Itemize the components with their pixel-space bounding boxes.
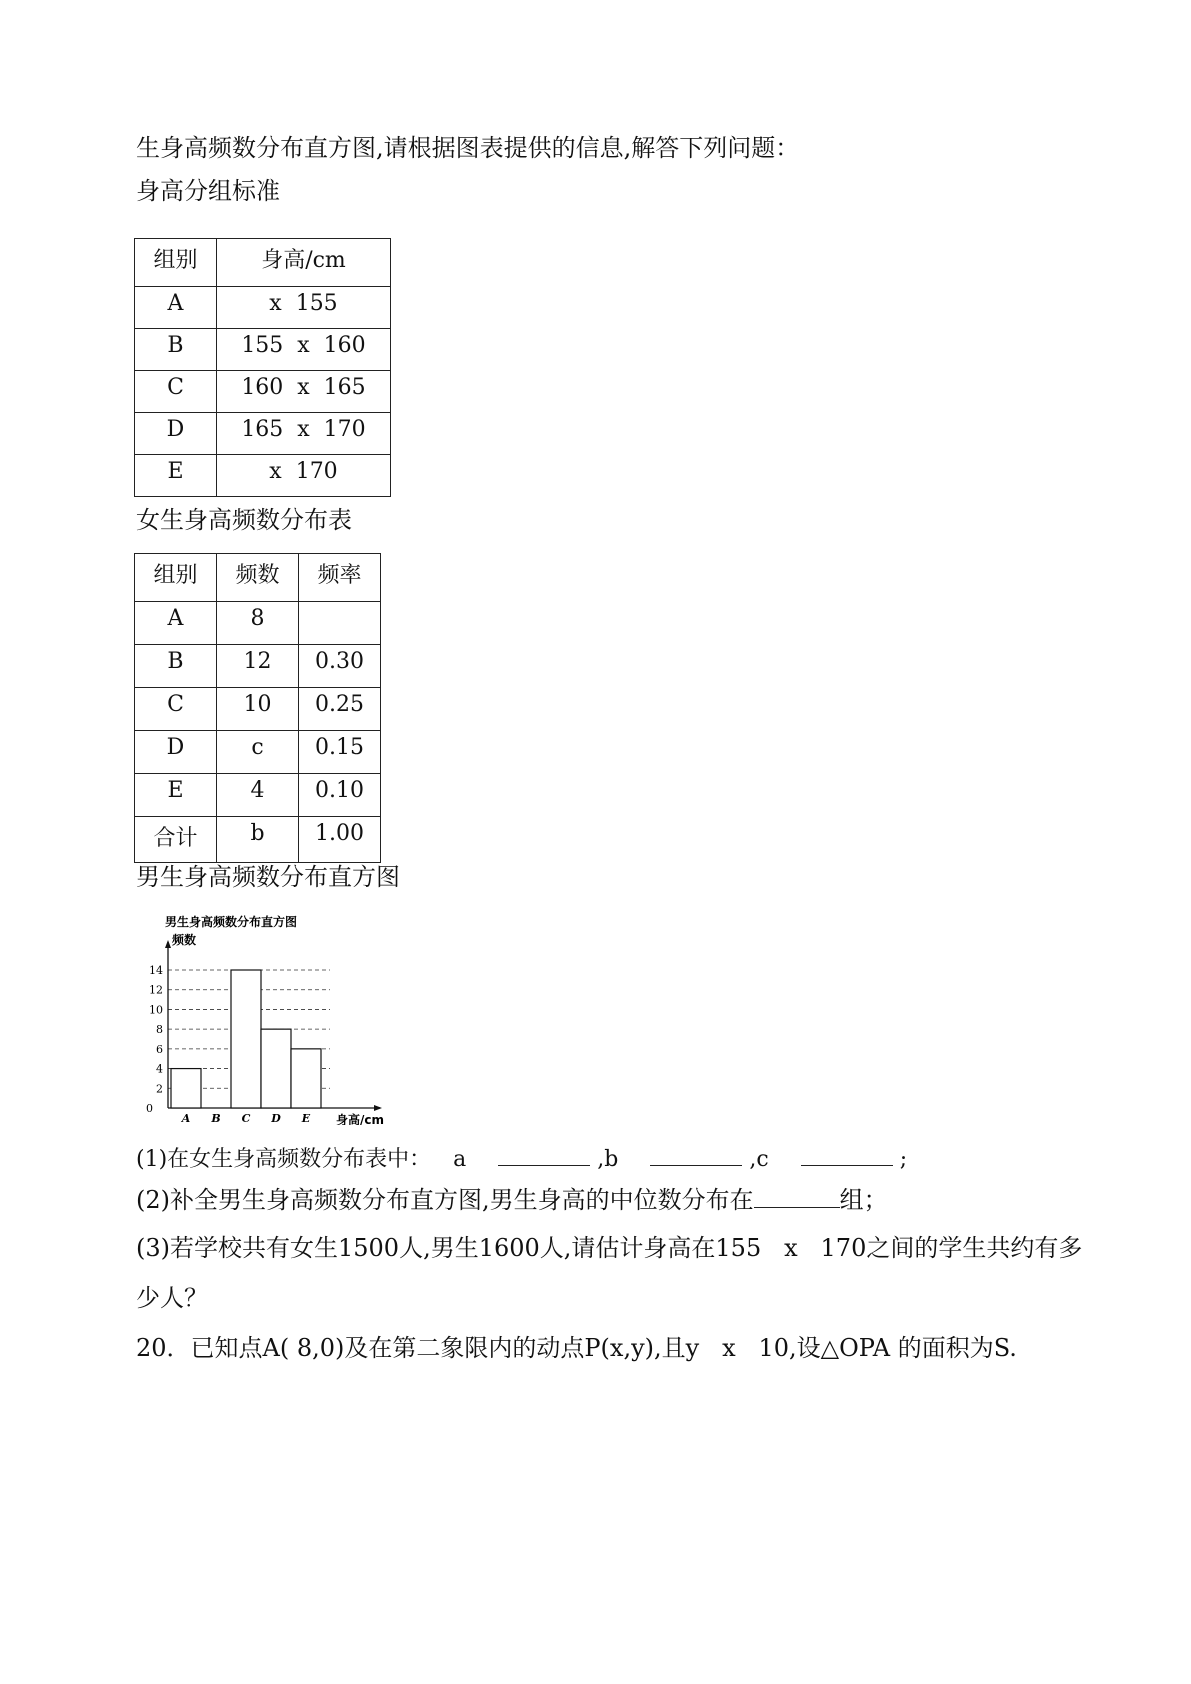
table2-cell: D bbox=[135, 731, 217, 774]
table2-cell: 1.00 bbox=[299, 817, 381, 863]
table1-caption: 身高分组标准 bbox=[136, 177, 280, 205]
boys-height-histogram bbox=[140, 910, 430, 1125]
table2-caption: 女生身高频数分布表 bbox=[136, 506, 352, 534]
table2-cell: A bbox=[135, 602, 217, 645]
x-tick-label: B bbox=[211, 1112, 221, 1125]
q2-end: 组； bbox=[839, 1186, 888, 1214]
table1-cell: C bbox=[135, 371, 217, 413]
height-group-table bbox=[134, 238, 391, 497]
x-axis-arrow bbox=[374, 1105, 382, 1111]
table2-header-rate: 频率 bbox=[299, 554, 381, 602]
bar-c bbox=[231, 970, 261, 1108]
q1-end: ; bbox=[899, 1147, 908, 1172]
table2-cell: c bbox=[217, 731, 299, 774]
q1-b-label: ,b bbox=[597, 1147, 619, 1172]
table2-cell: 合计 bbox=[135, 817, 217, 863]
table1-cell: D bbox=[135, 413, 217, 455]
intro-text: 生身高频数分布直方图,请根据图表提供的信息,解答下列问题： bbox=[136, 134, 800, 162]
table1-header-height: 身高/cm bbox=[217, 239, 391, 287]
y-tick-label: 12 bbox=[149, 983, 163, 997]
table2-cell: b bbox=[217, 817, 299, 863]
table2-cell: 0.30 bbox=[299, 645, 381, 688]
table2-header-count: 频数 bbox=[217, 554, 299, 602]
y-tick-label: 2 bbox=[156, 1082, 163, 1096]
y-tick-label: 4 bbox=[156, 1062, 163, 1076]
question-3-line1: (3)若学校共有女生1500人,男生1600人,请估计身高在155 x 170之间的学生共约有多 bbox=[136, 1234, 1083, 1262]
table2-cell: C bbox=[135, 688, 217, 731]
x-axis-label: 身高/cm bbox=[336, 1113, 385, 1125]
table1-cell: 155 x 160 bbox=[217, 329, 391, 371]
x-tick-label: D bbox=[271, 1112, 281, 1125]
table2-cell: 10 bbox=[217, 688, 299, 731]
table2-cell: 8 bbox=[217, 602, 299, 645]
q1-b-blank bbox=[650, 1141, 742, 1166]
q2-blank bbox=[754, 1183, 840, 1208]
y-tick-label: 14 bbox=[149, 964, 163, 977]
table2-cell: 4 bbox=[217, 774, 299, 817]
table2-cell: B bbox=[135, 645, 217, 688]
table2-cell: E bbox=[135, 774, 217, 817]
y-tick-label: 10 bbox=[149, 1003, 163, 1017]
table1-cell: 160 x 165 bbox=[217, 371, 391, 413]
y-axis-arrow bbox=[165, 940, 171, 948]
q1-text: (1)在女生身高频数分布表中： bbox=[136, 1147, 432, 1172]
question-1 bbox=[136, 1141, 907, 1175]
table2-cell: 0.15 bbox=[299, 731, 381, 774]
chart-caption: 男生身高频数分布直方图 bbox=[136, 863, 400, 891]
table2-header-group: 组别 bbox=[135, 554, 217, 602]
y-axis-label: 频数 bbox=[172, 933, 197, 947]
table1-cell: B bbox=[135, 329, 217, 371]
q1-a-blank bbox=[498, 1141, 590, 1166]
table1-cell: E bbox=[135, 455, 217, 497]
y-tick-label: 0 bbox=[146, 1102, 153, 1115]
question-3-line2: 少人？ bbox=[136, 1284, 208, 1312]
table2-cell: 12 bbox=[217, 645, 299, 688]
q1-c-label: ,c bbox=[749, 1147, 769, 1172]
girls-frequency-table bbox=[134, 553, 381, 863]
chart-title: 男生身高频数分布直方图 bbox=[165, 915, 298, 929]
bar-a bbox=[171, 1069, 201, 1108]
table1-cell: 165 x 170 bbox=[217, 413, 391, 455]
table2-cell: 0.25 bbox=[299, 688, 381, 731]
x-tick-label: A bbox=[181, 1112, 191, 1125]
x-tick-label: C bbox=[241, 1112, 251, 1125]
table1-cell: A bbox=[135, 287, 217, 329]
table1-header-group: 组别 bbox=[135, 239, 217, 287]
table1-cell: x 170 bbox=[217, 455, 391, 497]
q2-text: (2)补全男生身高频数分布直方图,男生身高的中位数分布在 bbox=[136, 1186, 754, 1214]
table2-cell bbox=[299, 602, 381, 645]
bar-d bbox=[261, 1029, 291, 1108]
x-tick-label: E bbox=[301, 1112, 311, 1125]
table1-cell: x 155 bbox=[217, 287, 391, 329]
q1-a-label: a bbox=[453, 1147, 467, 1172]
bar-e bbox=[291, 1049, 321, 1108]
question-20: 20．已知点A( 8,0)及在第二象限内的动点P(x,y),且y x 10,设△OPA 的面积为S. bbox=[136, 1334, 1017, 1362]
y-tick-label: 8 bbox=[156, 1023, 163, 1037]
y-tick-label: 6 bbox=[156, 1042, 163, 1056]
q1-c-blank bbox=[801, 1141, 893, 1166]
question-2 bbox=[136, 1183, 888, 1215]
table2-cell: 0.10 bbox=[299, 774, 381, 817]
